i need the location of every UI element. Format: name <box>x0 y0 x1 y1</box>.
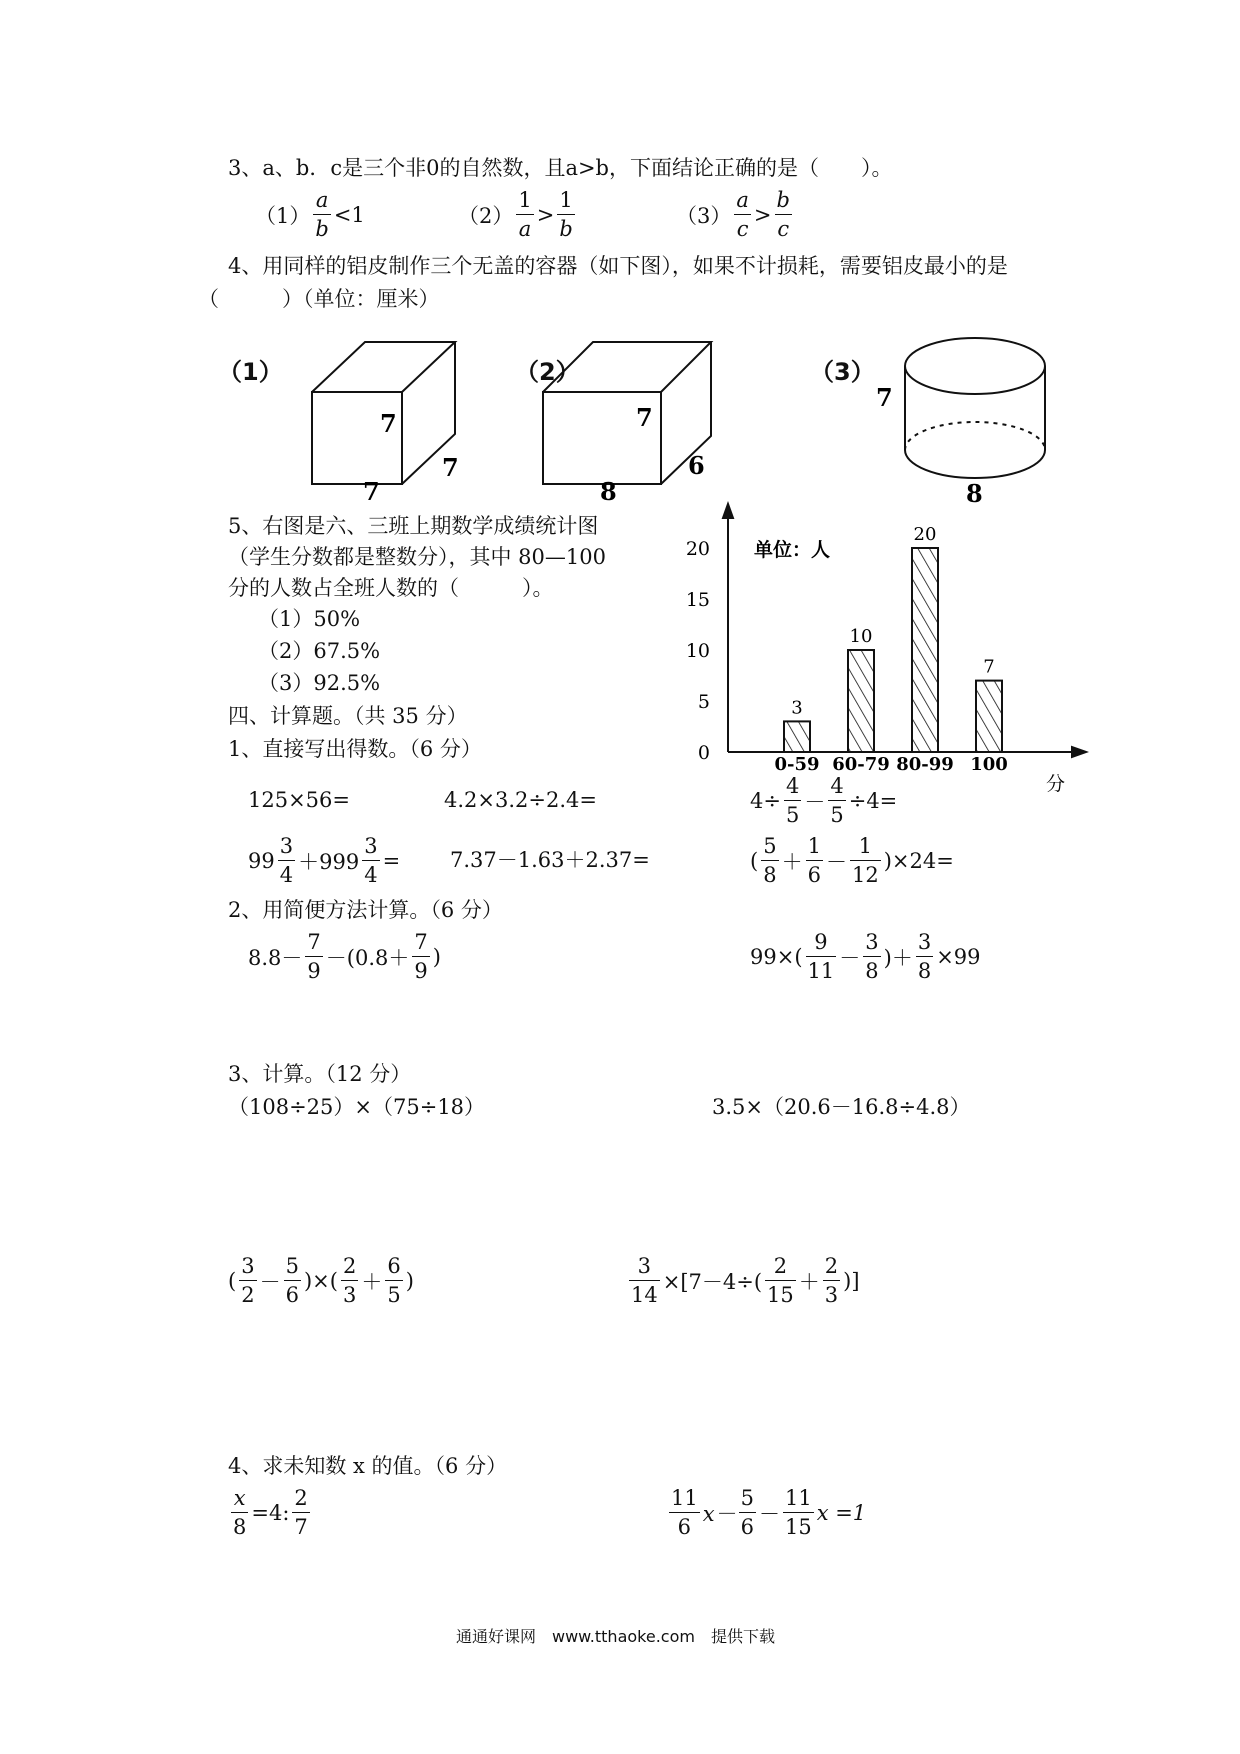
q4-stem-line1: 4、用同样的铝皮制作三个无盖的容器（如下图），如果不计损耗，需要铝皮最小的是 <box>228 254 1008 278</box>
q5-stem-line2: （学生分数都是整数分），其中 80—100 <box>228 545 606 569</box>
q5-stem-line1: 5、右图是六、三班上期数学成绩统计图 <box>228 514 599 538</box>
p1-expr-a: 125×56= <box>248 788 350 812</box>
cylinder-diameter-label: 8 <box>966 479 983 508</box>
q3-stem: 3、a、b．c是三个非0的自然数，且a>b，下面结论正确的是（ ）。 <box>228 156 893 180</box>
y-tick-label-2: 10 <box>685 640 710 662</box>
data-label-80-99: 20 <box>913 524 937 545</box>
q3-option-2: （2） 1 a > 1 b <box>458 188 573 241</box>
cuboid-width-label: 8 <box>600 477 617 506</box>
x-tick-label-0-59: 0-59 <box>774 754 820 775</box>
bar-80-99 <box>912 548 938 752</box>
section4-title: 四、计算题。（共 35 分） <box>228 704 468 728</box>
q5-option-1: （1）50% <box>258 607 361 631</box>
x-tick-label-100: 100 <box>970 754 1008 775</box>
cuboid-depth-label: 6 <box>688 451 705 480</box>
x-tick-label-80-99: 80-99 <box>896 754 954 775</box>
cylinder-height-label: 7 <box>876 383 893 412</box>
bar-100 <box>976 681 1002 752</box>
cuboid-figure <box>538 330 718 506</box>
p3-expr-b: 3.5×（20.6－16.8÷4.8） <box>712 1095 971 1119</box>
fig1-label: （1） <box>218 358 283 386</box>
p3-expr-c: ( 3 2 － 5 6 )×( 2 3 ＋ 6 5 ) <box>228 1254 414 1307</box>
x-axis-unit-label: 分 <box>1046 773 1066 795</box>
q3-option-3: （3） a c > b c <box>676 188 790 241</box>
bar-0-59 <box>784 721 810 752</box>
y-tick-label-4: 20 <box>685 538 710 560</box>
part3-title: 3、计算。（12 分） <box>228 1062 412 1086</box>
p4-equation-a: $\frac{x}{8}$ =4: 2 7 <box>233 1486 308 1539</box>
cube-depth-label: 7 <box>442 453 459 482</box>
part2-title: 2、用简便方法计算。（6 分） <box>228 898 503 922</box>
cube-height-label: 7 <box>380 409 397 438</box>
data-label-0-59: 3 <box>791 697 803 719</box>
score-bar-chart <box>670 500 1090 795</box>
fig2-label: （2） <box>515 358 580 386</box>
p1-expr-e: 7.37－1.63＋2.37= <box>450 848 650 872</box>
p1-expr-b: 4.2×3.2÷2.4= <box>444 788 597 812</box>
y-tick-label-0: 0 <box>697 742 710 764</box>
fig3-label: （3） <box>810 358 875 386</box>
cube-figure <box>300 330 480 506</box>
part4-title: 4、求未知数 x 的值。（6 分） <box>228 1454 508 1478</box>
p1-expr-d: 99 3 4 ＋999 $\frac{3}{4}$ = <box>248 834 401 887</box>
q5-option-2: （2）67.5% <box>258 639 381 663</box>
chart-unit-label: 单位：人 <box>754 539 831 561</box>
p3-expr-a: （108÷25）×（75÷18） <box>228 1095 486 1119</box>
cuboid-height-label: 7 <box>636 403 653 432</box>
data-label-60-79: 10 <box>849 626 873 647</box>
q3-option-1: （1） a b <1 <box>255 188 365 241</box>
cube-width-label: 7 <box>363 477 380 506</box>
q5-option-3: （3）92.5% <box>258 671 381 695</box>
q4-stem-line2: （ ）（单位：厘米） <box>198 287 440 311</box>
p4-equation-b: 11 6 x－ 5 6 － 11 15 x =1 <box>671 1486 867 1539</box>
p1-expr-f: ( 5 8 ＋ 1 6 － 1 12 )×24= <box>750 834 954 887</box>
q5-stem-line3: 分的人数占全班人数的（ ）。 <box>228 576 554 600</box>
y-tick-label-1: 5 <box>697 691 710 713</box>
p1-expr-c: 4÷ $\frac{4}{5}$ － $\frac{4}{5}$ ÷4= <box>750 774 898 827</box>
part1-title: 1、直接写出得数。（6 分） <box>228 737 482 761</box>
footer-source: 通通好课网 www.tthaoke.com 提供下载 <box>456 1627 775 1646</box>
y-tick-label-3: 15 <box>685 589 710 611</box>
p3-expr-d: $\frac{3}{14}$ ×[7－4÷( 2 15 ＋ 2 3 )] <box>631 1254 860 1307</box>
p2-expr-b: 99×( 9 11 － 3 8 )＋ $\frac{3}{8}$ ×99 <box>750 930 981 983</box>
cylinder-figure <box>870 330 1070 508</box>
p2-expr-a: 8.8－ 7 9 －(0.8＋ 7 9 ) <box>248 930 441 983</box>
x-tick-label-60-79: 60-79 <box>832 754 890 775</box>
bar-60-79 <box>848 650 874 752</box>
data-label-100: 7 <box>983 656 995 678</box>
